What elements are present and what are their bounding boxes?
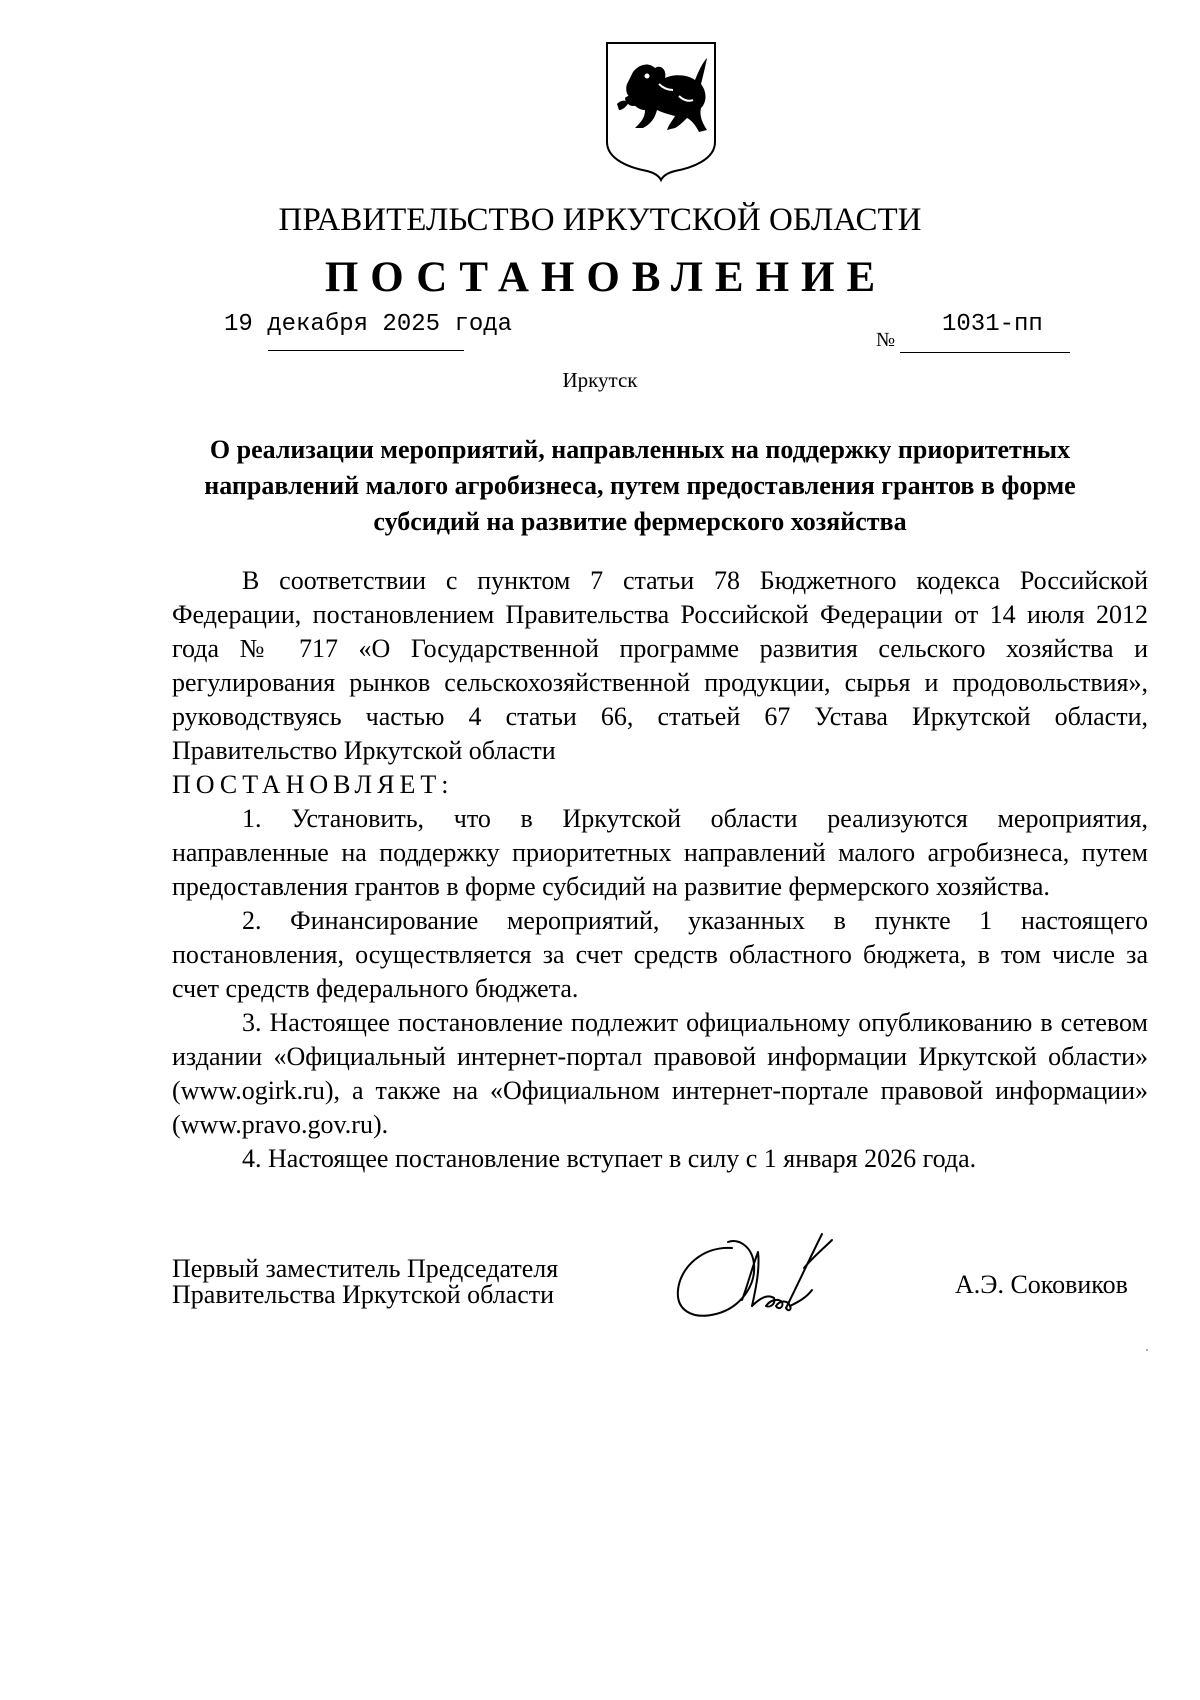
coat-of-arms-icon xyxy=(603,40,719,182)
position-line: Правительства Иркутской области xyxy=(172,1280,555,1309)
number-underline xyxy=(900,352,1070,353)
title-line: О реализации мероприятий, направленных на поддержку приоритетных xyxy=(209,435,1071,464)
title-line: направлений малого агробизнеса, путем предоставления грантов в форме xyxy=(204,471,1076,500)
document-body xyxy=(172,564,1148,1176)
authority-name: ПРАВИТЕЛЬСТВО ИРКУТСКОЙ ОБЛАСТИ xyxy=(278,202,922,238)
handwritten-signature xyxy=(672,1228,862,1328)
item-paragraph: 3. Настоящее постановление подлежит официальному опубликованию в сетевом издании «Официальный интернет-портал правовой информации Иркутской области» (www.ogirk.ru), а также на «Официальном интернет-портале правовой информации» (www.pravo.gov.ru). xyxy=(172,1008,1148,1139)
item-paragraph: 4. Настоящее постановление вступает в силу с 1 января 2026 года. xyxy=(242,1144,977,1173)
document-title xyxy=(160,432,1120,540)
document-type: ПОСТАНОВЛЕНИЕ xyxy=(324,254,888,301)
document-number: 1031-пп xyxy=(942,311,1043,338)
signer-name: А.Э. Соковиков xyxy=(955,1270,1128,1299)
decree-word: ПОСТАНОВЛЯЕТ: xyxy=(172,770,454,799)
document-city: Иркутск xyxy=(562,368,638,392)
title-line: субсидий на развитие фермерского хозяйства xyxy=(373,507,907,536)
scan-speck xyxy=(1146,1349,1148,1351)
number-sign: № xyxy=(876,329,896,351)
date-underline xyxy=(268,350,464,351)
preamble-paragraph: В соответствии с пунктом 7 статьи 78 Бюджетного кодекса Российской Федерации, постановлением Правительства Российской Федерации от 14 июля 2012 года № 717 «О Государственной программе развития сельского хозяйства и регулирования рынков сельскохозяйственной продукции, сырья и продовольствия», руководствуясь частью 4 статьи 66, статьей 67 Устава Иркутской области, Правительство Иркутской области xyxy=(172,566,1148,765)
document-date: 19 декабря 2025 года xyxy=(224,311,513,338)
signer-position xyxy=(172,1256,558,1308)
item-paragraph: 2. Финансирование мероприятий, указанных в пункте 1 настоящего постановления, осуществляется за счет средств областного бюджета, в том числе за счет средств федерального бюджета. xyxy=(172,906,1148,1003)
item-paragraph: 1. Установить, что в Иркутской области реализуются мероприятия, направленные на поддержку приоритетных направлений малого агробизнеса, путем предоставления грантов в форме субсидий на развитие фермерского хозяйства. xyxy=(172,804,1148,901)
position-line: Первый заместитель Председателя xyxy=(172,1254,559,1283)
